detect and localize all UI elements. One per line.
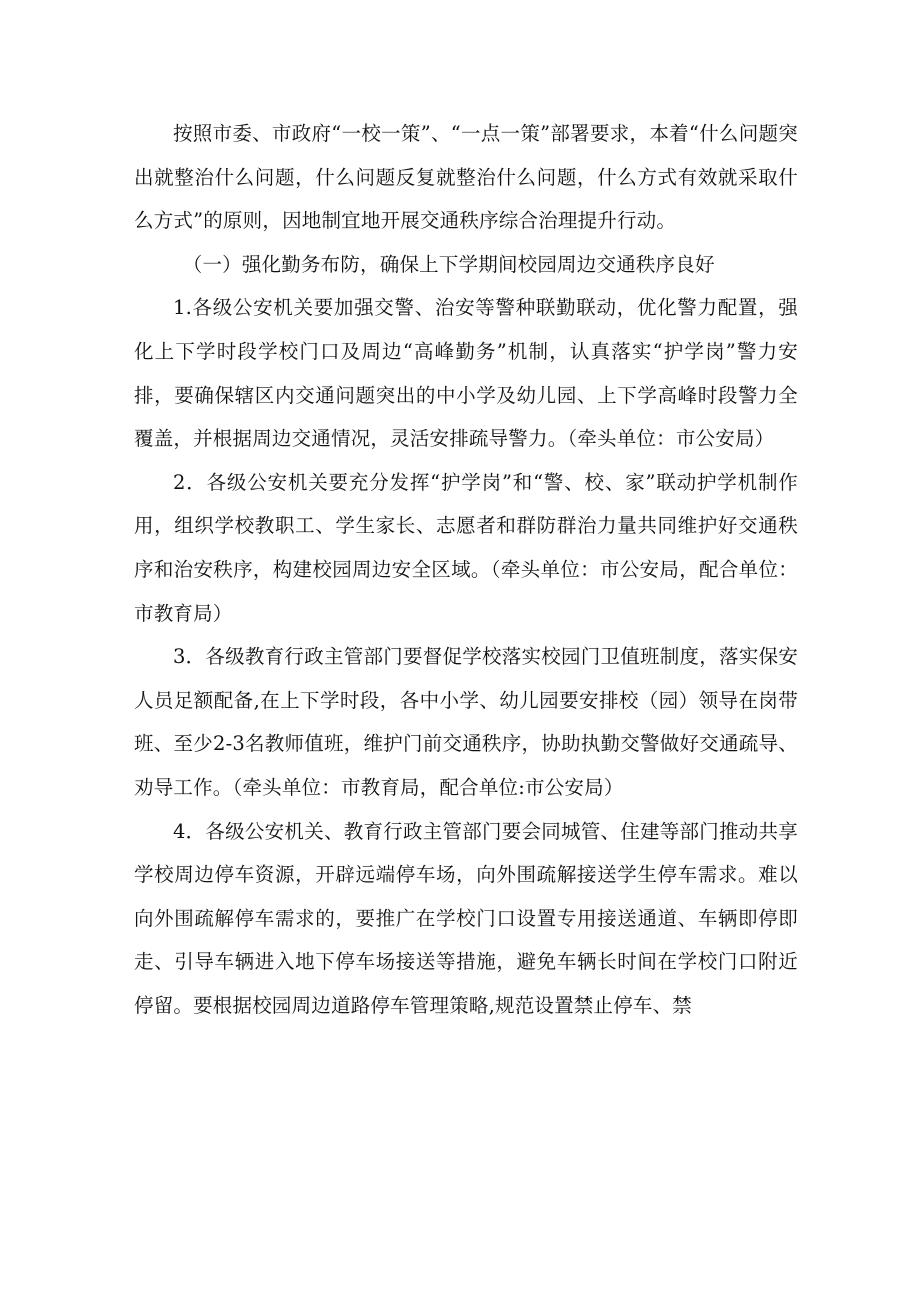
section-heading: （一）强化勤务布防，确保上下学期间校园周边交通秩序良好 [182,252,715,276]
item-paragraph-4: 4．各级公安机关、教育行政主管部门要会同城管、住建等部门推动共享学校周边停车资源，开辟远端停车场，向外围疏解接送学生停车需求。难以向外围疏解停车需求的，要推广在学校门口设置专用接送通道、车辆即停即走、引导车辆进入地下停车场接送等措施，避免车辆长时间在学校门口附近停留。要根据校园周边道路停车管理策略,规范设置禁止停车、禁 [134,819,798,1017]
item-paragraph-3: 3．各级教育行政主管部门要督促学校落实校园门卫值班制度，落实保安人员足额配备,在上下学时段，各中小学、幼儿园要安排校（园）领导在岗带班、至少2-3名教师值班，维护门前交通秩序，协助执勤交警做好交通疏导、劝导工作。（牵头单位：市教育局，配合单位:市公安局） [134,645,798,799]
document-body [134,112,798,1027]
intro-paragraph: 按照市委、市政府“一校一策”、“一点一策”部署要求，本着“什么问题突出就整治什么问题，什么问题反复就整治什么问题，什么方式有效就采取什么方式”的原则，因地制宜地开展交通秩序综合治理提升行动。 [134,122,798,233]
item-paragraph-2: 2．各级公安机关要充分发挥“护学岗”和“警、校、家”联动护学机制作用，组织学校教职工、学生家长、志愿者和群防群治力量共同维护好交通秩序和治安秩序，构建校园周边安全区域。（牵头单位：市公安局，配合单位：市教育局） [134,470,798,625]
item-paragraph-1: 1.各级公安机关要加强交警、治安等警种联勤联动，优化警力配置，强化上下学时段学校门口及周边“高峰勤务”机制，认真落实“护学岗”警力安排，要确保辖区内交通问题突出的中小学及幼儿园、上下学高峰时段警力全覆盖，并根据周边交通情况，灵活安排疏导警力。（牵头单位：市公安局） [134,296,798,451]
